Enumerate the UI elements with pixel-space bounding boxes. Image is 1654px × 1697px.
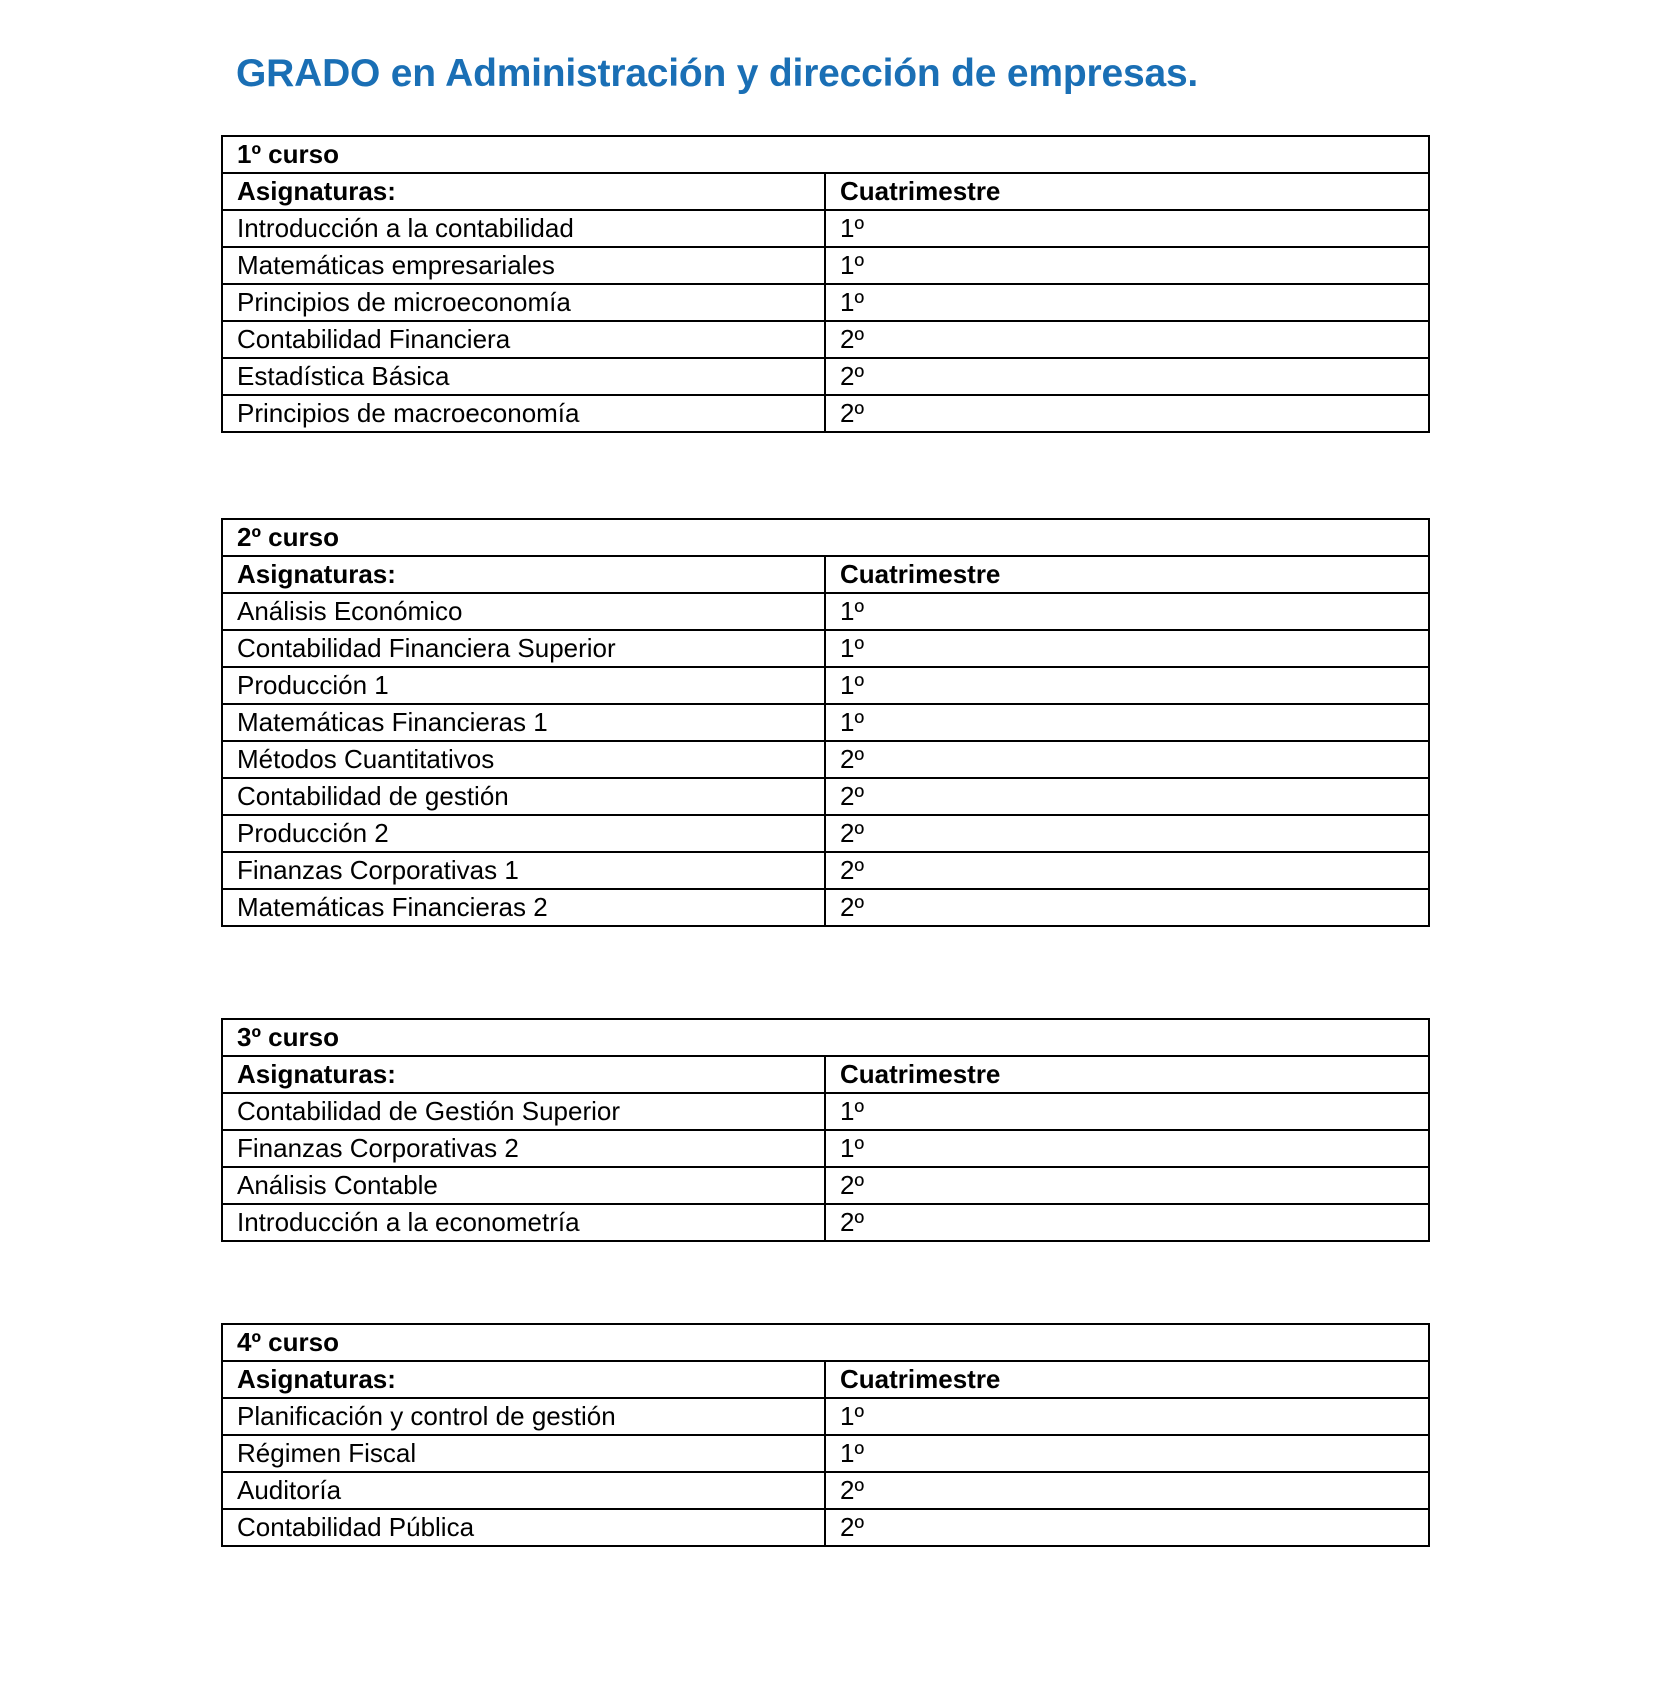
term-cell: 2º	[825, 889, 1429, 926]
course-header-row	[222, 1019, 1429, 1056]
column-header-subject: Asignaturas:	[222, 1056, 825, 1093]
term-cell: 2º	[825, 1472, 1429, 1509]
subject-cell: Métodos Cuantitativos	[222, 741, 825, 778]
term-cell: 1º	[825, 1435, 1429, 1472]
course-title: 1º curso	[222, 136, 1429, 173]
table-row	[222, 593, 1429, 630]
course-table-2	[221, 518, 1430, 927]
subject-cell: Finanzas Corporativas 2	[222, 1130, 825, 1167]
term-cell: 1º	[825, 1130, 1429, 1167]
subject-cell: Matemáticas Financieras 2	[222, 889, 825, 926]
term-cell: 1º	[825, 704, 1429, 741]
table-row	[222, 778, 1429, 815]
column-header-term: Cuatrimestre	[825, 1361, 1429, 1398]
page-title: GRADO en Administración y dirección de empresas.	[236, 52, 1199, 95]
table-row	[222, 1435, 1429, 1472]
table-row	[222, 210, 1429, 247]
term-cell: 1º	[825, 1398, 1429, 1435]
term-cell: 1º	[825, 630, 1429, 667]
term-cell: 1º	[825, 1093, 1429, 1130]
term-cell: 1º	[825, 247, 1429, 284]
term-cell: 2º	[825, 358, 1429, 395]
table-row	[222, 395, 1429, 432]
table-row	[222, 1093, 1429, 1130]
subject-cell: Análisis Contable	[222, 1167, 825, 1204]
subject-cell: Auditoría	[222, 1472, 825, 1509]
course-header-row	[222, 519, 1429, 556]
column-header-term: Cuatrimestre	[825, 173, 1429, 210]
subject-cell: Análisis Económico	[222, 593, 825, 630]
subject-cell: Contabilidad Pública	[222, 1509, 825, 1546]
table-row	[222, 741, 1429, 778]
subject-cell: Principios de microeconomía	[222, 284, 825, 321]
table-row	[222, 1130, 1429, 1167]
term-cell: 2º	[825, 321, 1429, 358]
subject-cell: Producción 1	[222, 667, 825, 704]
table-row	[222, 889, 1429, 926]
table-row	[222, 1204, 1429, 1241]
course-header-row	[222, 1324, 1429, 1361]
table-row	[222, 667, 1429, 704]
course-table-4	[221, 1323, 1430, 1547]
table-row	[222, 1167, 1429, 1204]
term-cell: 2º	[825, 1167, 1429, 1204]
subject-cell: Producción 2	[222, 815, 825, 852]
column-header-subject: Asignaturas:	[222, 556, 825, 593]
table-row	[222, 358, 1429, 395]
term-cell: 2º	[825, 395, 1429, 432]
table-row	[222, 321, 1429, 358]
subject-cell: Estadística Básica	[222, 358, 825, 395]
table-row	[222, 704, 1429, 741]
term-cell: 2º	[825, 852, 1429, 889]
subject-cell: Contabilidad de gestión	[222, 778, 825, 815]
column-header-row	[222, 1056, 1429, 1093]
table-row	[222, 1472, 1429, 1509]
table-row	[222, 852, 1429, 889]
table-row	[222, 630, 1429, 667]
course-title: 3º curso	[222, 1019, 1429, 1056]
subject-cell: Finanzas Corporativas 1	[222, 852, 825, 889]
subject-cell: Contabilidad Financiera	[222, 321, 825, 358]
subject-cell: Planificación y control de gestión	[222, 1398, 825, 1435]
term-cell: 2º	[825, 815, 1429, 852]
subject-cell: Régimen Fiscal	[222, 1435, 825, 1472]
subject-cell: Principios de macroeconomía	[222, 395, 825, 432]
term-cell: 1º	[825, 593, 1429, 630]
column-header-term: Cuatrimestre	[825, 556, 1429, 593]
subject-cell: Contabilidad de Gestión Superior	[222, 1093, 825, 1130]
term-cell: 2º	[825, 741, 1429, 778]
table-row	[222, 815, 1429, 852]
course-table-1	[221, 135, 1430, 433]
course-title: 2º curso	[222, 519, 1429, 556]
term-cell: 1º	[825, 210, 1429, 247]
course-header-row	[222, 136, 1429, 173]
term-cell: 2º	[825, 1204, 1429, 1241]
table-row	[222, 1509, 1429, 1546]
term-cell: 1º	[825, 667, 1429, 704]
term-cell: 2º	[825, 778, 1429, 815]
column-header-term: Cuatrimestre	[825, 1056, 1429, 1093]
column-header-row	[222, 1361, 1429, 1398]
column-header-subject: Asignaturas:	[222, 1361, 825, 1398]
subject-cell: Introducción a la contabilidad	[222, 210, 825, 247]
subject-cell: Matemáticas Financieras 1	[222, 704, 825, 741]
subject-cell: Introducción a la econometría	[222, 1204, 825, 1241]
column-header-row	[222, 556, 1429, 593]
subject-cell: Matemáticas empresariales	[222, 247, 825, 284]
term-cell: 1º	[825, 284, 1429, 321]
course-table-3	[221, 1018, 1430, 1242]
column-header-subject: Asignaturas:	[222, 173, 825, 210]
term-cell: 2º	[825, 1509, 1429, 1546]
course-title: 4º curso	[222, 1324, 1429, 1361]
column-header-row	[222, 173, 1429, 210]
subject-cell: Contabilidad Financiera Superior	[222, 630, 825, 667]
table-row	[222, 1398, 1429, 1435]
table-row	[222, 284, 1429, 321]
table-row	[222, 247, 1429, 284]
